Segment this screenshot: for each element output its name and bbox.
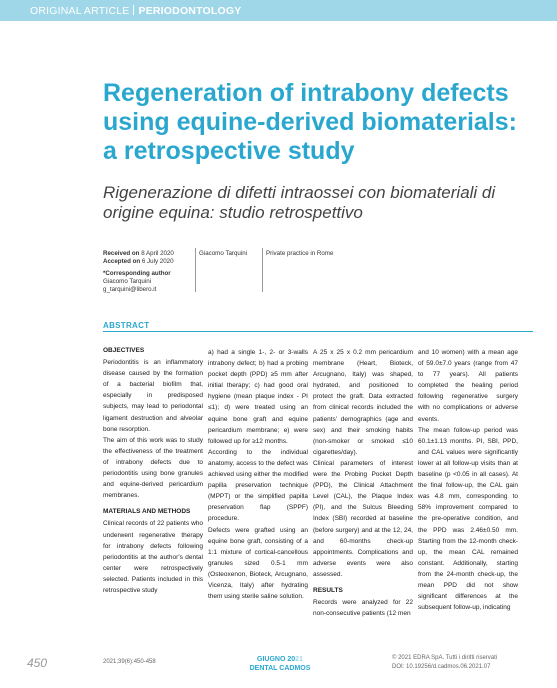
corresponding-label: *Corresponding author <box>103 270 171 277</box>
materials-methods-heading: MATERIALS AND METHODS <box>103 508 191 516</box>
meta-divider-2 <box>262 248 263 292</box>
abstract-column-2 <box>208 347 308 602</box>
abstract-column-1 <box>103 345 203 596</box>
graft-text: Defects were grafted using an equine bone graft, consisting of a 1:1 mixture of cortical-cancellous granules sized 0.5-1 mm (Osteoxenon, Bioteck, Arcugnano, Vicenza, Italy) after hydrating them using sterile saline solution. <box>208 526 308 601</box>
header-separator <box>133 5 134 15</box>
abstract-rule <box>103 331 533 332</box>
follow-up-text: The mean follow-up period was 60.1±1.13 months. PI, SBI, PPD, and CAL values were significantly lower at all follow-up visits than at baseline (p <0.05 in all cases). At the final follow-up, the CAL gain was 4.8 mm, corresponding to 58% improvement compared to the pre-operative condition, and the PPD was 2.46±0.50 mm. Starting from the 12-month check-up, the mean CAL remained constant. Additionally, starting from the 24-month check-up, the mean PPD did not show significant differences at the subsequent follow-up, indicating <box>418 426 518 612</box>
journal-issue <box>230 655 330 673</box>
page-number: 450 <box>27 656 48 670</box>
results-heading: RESULTS <box>313 586 343 594</box>
issue-month: GIUGNO <box>257 656 286 663</box>
accepted-label: Accepted on <box>103 258 141 265</box>
issue-year-a: 20 <box>287 656 296 663</box>
received-date: 8 April 2020 <box>141 250 174 257</box>
abstract-column-3 <box>313 347 413 619</box>
article-title: Regeneration of intrabony defects using equine-derived biomaterials: a retrospective study <box>103 79 517 165</box>
article-category: PERIODONTOLOGY <box>138 5 242 17</box>
section-label <box>30 5 241 17</box>
corresponding-email[interactable]: g_tarquini@libero.it <box>103 286 157 293</box>
clinical-parameters-text: Clinical parameters of interest were the Probing Pocket Depth (PPD), the Clinical Attachment Level (CAL), the Plaque Index (PI), and the Sulcus Bleeding Index (SBI) recorded at baseline (before surgery) and at the 12, 24, and 60-months check-up appointments. Complications and adverse events were also assessed. <box>313 459 413 578</box>
doi[interactable]: DOI: 10.19256/d.cadmos.06.2021.07 <box>392 664 491 670</box>
aim-text: The aim of this work was to study the effectiveness of the treatment of intrabony defects due to periodontitis using bone granules and equine-derived pericardium membranes. <box>103 436 203 500</box>
corresponding-name: Giacomo Tarquini <box>103 278 152 285</box>
objectives-heading: OBJECTIVES <box>103 347 145 354</box>
objectives-text: Periodontitis is an inflammatory disease caused by the formation of a bacterial biofilm that, especially in predisposed subjects, may lead to periodontal ligament destruction and alveolar bone resorption. <box>103 359 203 433</box>
dates-block <box>103 250 193 294</box>
accepted-date: 6 July 2020 <box>141 258 174 265</box>
abstract-column-4 <box>418 347 518 613</box>
results-text-start: Records were analyzed for 22 non-consecutive patients (12 men <box>313 599 413 618</box>
meta-divider-1 <box>195 248 196 292</box>
header-band <box>0 0 557 21</box>
membrane-text: A 25 x 25 x 0.2 mm pericardium membrane (Heart, Bioteck, Arcugnano, Italy) was shaped, hydrated, and positioned to protect the graft. Data extracted from clinical records included the patients' demographics (age and sex) and their smoking habits (non-smoker or smoked ≤10 cigarettes/day). <box>313 349 413 456</box>
issue-year-b: 21 <box>295 656 303 663</box>
inclusion-criteria-text: a) had a single 1-, 2- or 3-walls intrabony defect; b) had a probing pocket depth (PPD) ≥5 mm after initial therapy; c) had good oral hygiene (mean plaque index - PI ≤1); d) were treated using an equine bone graft and equine pericardium membrane; e) were followed up for ≥12 months. <box>208 349 308 445</box>
abstract-heading: ABSTRACT <box>103 321 150 330</box>
citation: 2021;39(6):450-458 <box>103 659 156 665</box>
journal-name: DENTAL CADMOS <box>249 665 311 672</box>
copyright: © 2021 EDRA SpA. Tutti i diritti riservati <box>392 655 498 661</box>
author-name: Giacomo Tarquini <box>199 250 248 257</box>
article-subtitle: Rigenerazione di difetti intraossei con biomateriali di origine equina: studio retrospettivo <box>103 183 496 222</box>
article-type: ORIGINAL ARTICLE <box>30 5 130 17</box>
patients-text: and 10 women) with a mean age of 59.0±7.0 years (range from 47 to 77 years). All patients completed the healing period following regenerative surgery with no complications or adverse events. <box>418 349 518 423</box>
materials-methods-text: Clinical records of 22 patients who underwent regenerative therapy for intrabony defects following periodontitis at the author's dental center were retrospectively selected. Patients included in this retrospective study <box>103 520 203 594</box>
author-affiliation: Private practice in Rome <box>266 250 334 257</box>
access-technique-text: According to the individual anatomy, access to the defect was achieved using either the modified papilla preservation technique (MPPT) or the simplified papilla preservation flap (SPPF) procedure. <box>208 448 308 523</box>
received-label: Received on <box>103 250 140 257</box>
